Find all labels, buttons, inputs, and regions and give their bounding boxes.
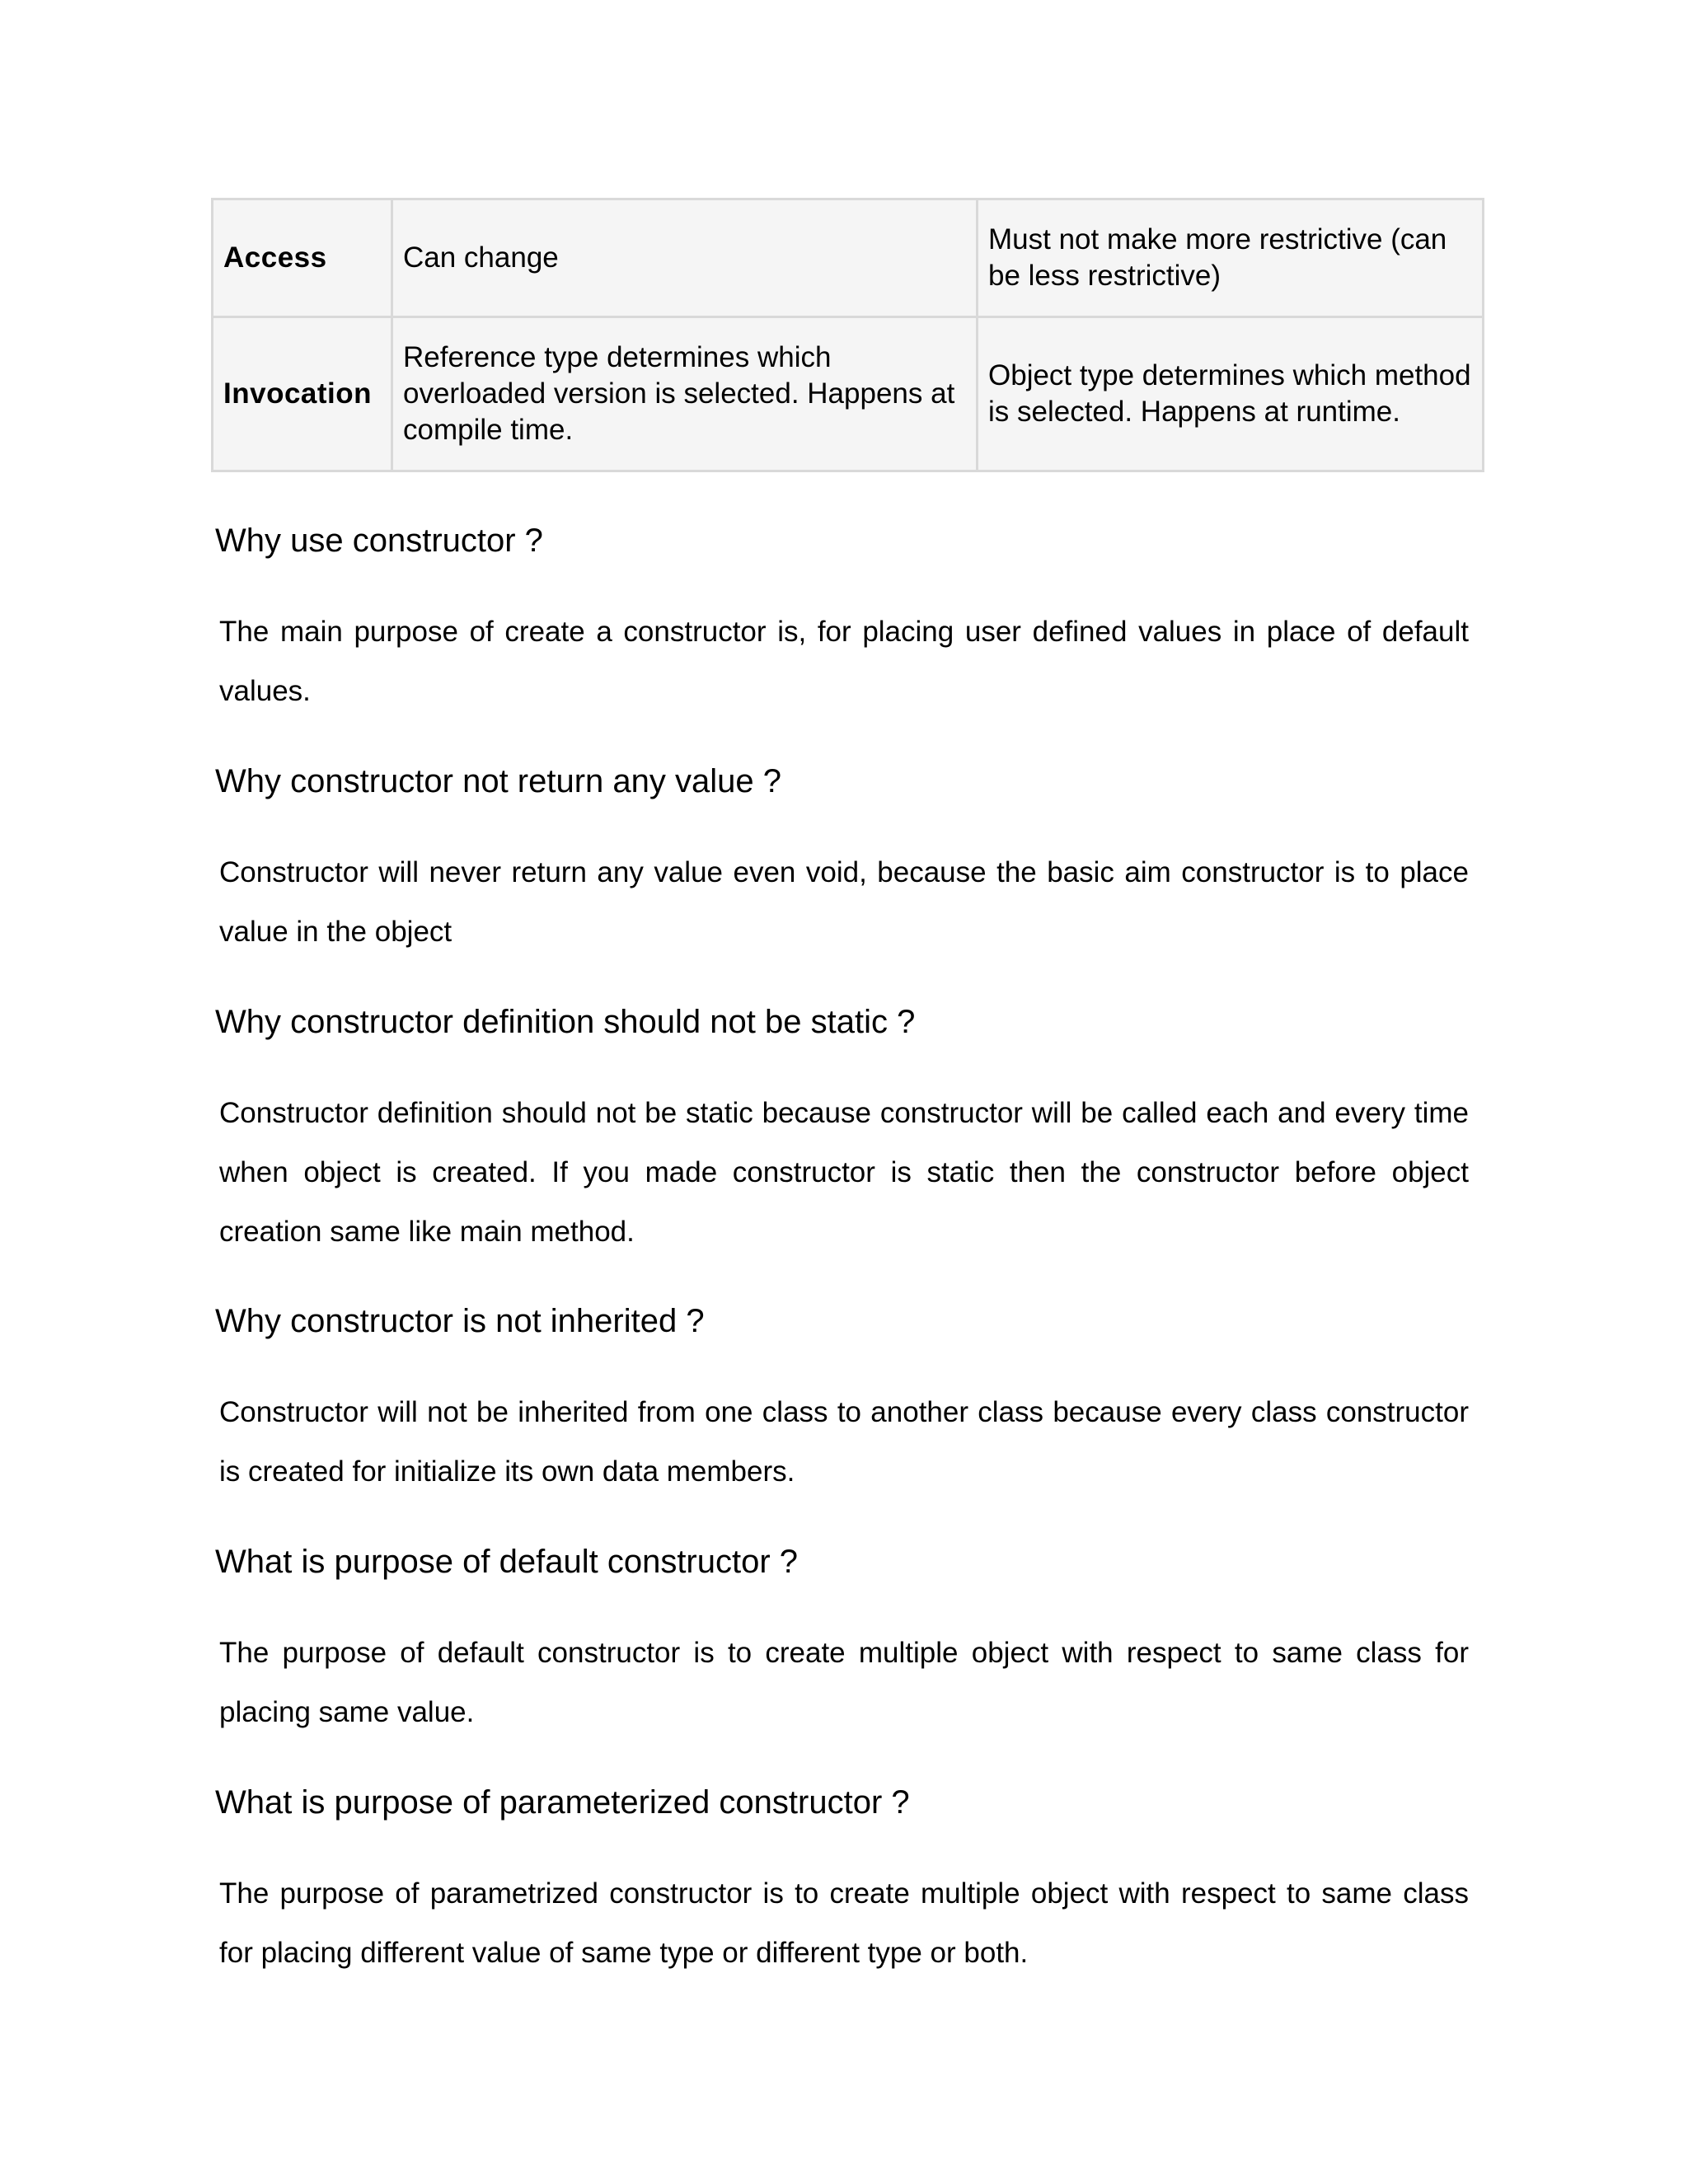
table-cell: Can change [392, 199, 978, 317]
row-header-access: Access [213, 199, 392, 317]
answer-paragraph: Constructor will not be inherited from one class to another class because every class constructor is created for initialize its own data members. [219, 1396, 1469, 1488]
question-heading: Why constructor is not inherited ? [215, 1303, 705, 1339]
question-heading: Why constructor definition should not be static ? [215, 1004, 916, 1040]
table-row [213, 199, 1484, 317]
answer-paragraph: The purpose of parametrized constructor is to create multiple object with respect to same class for placing different value of same type or different type or both. [219, 1877, 1469, 1969]
row-header-invocation: Invocation [213, 317, 392, 471]
question-heading: Why constructor not return any value ? [215, 763, 781, 799]
question-heading: Why use constructor ? [215, 523, 543, 559]
answer-paragraph: Constructor will never return any value even void, because the basic aim constructor is to place value in the object [219, 856, 1469, 948]
answer-paragraph: Constructor definition should not be static because constructor will be called each and every time when object is created. If you made constructor is static then the constructor before object creation same like main method. [219, 1097, 1469, 1248]
table-cell: Must not make more restrictive (can be less restrictive) [978, 199, 1484, 317]
answer-paragraph: The purpose of default constructor is to create multiple object with respect to same class for placing same value. [219, 1637, 1469, 1728]
comparison-table [211, 198, 1484, 472]
question-heading: What is purpose of parameterized constructor ? [215, 1784, 910, 1821]
table-row [213, 317, 1484, 471]
table-cell: Object type determines which method is selected. Happens at runtime. [978, 317, 1484, 471]
question-heading: What is purpose of default constructor ? [215, 1544, 799, 1580]
table-cell: Reference type determines which overloaded version is selected. Happens at compile time. [392, 317, 978, 471]
answer-paragraph: The main purpose of create a constructor is, for placing user defined values in place of default values. [219, 616, 1469, 707]
